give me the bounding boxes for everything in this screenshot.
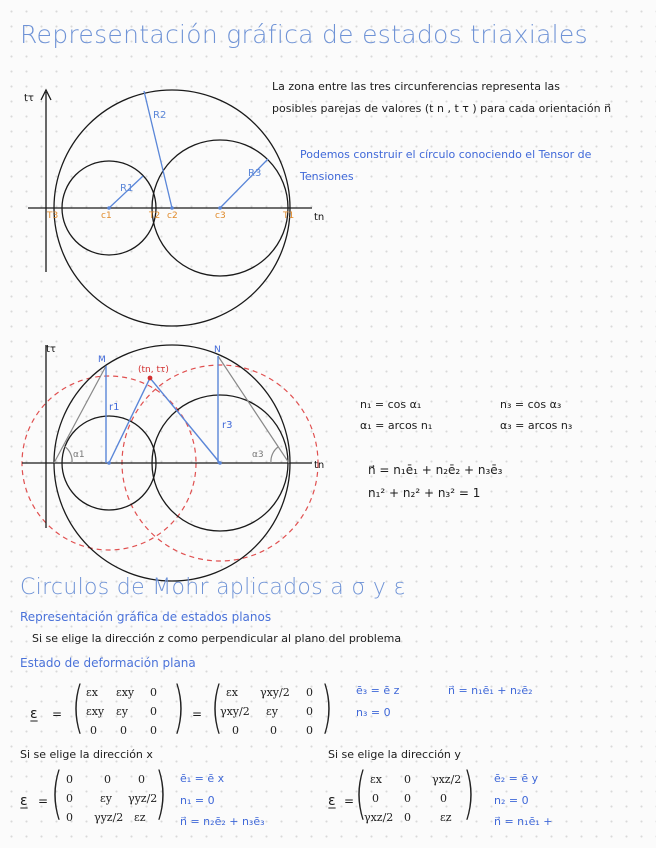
d1-label-r1: R1	[120, 183, 134, 194]
my-paren-right: )	[462, 761, 475, 826]
my-cell: 0	[404, 792, 411, 805]
m2-cell: 0	[306, 724, 313, 737]
d2-label-r3: r3	[222, 420, 233, 431]
mx-cell: 0	[66, 792, 73, 805]
eq-a1: α₁ = arcos n₁	[360, 419, 433, 432]
m1-cell: εy	[116, 705, 128, 718]
my-cell: 0	[372, 792, 379, 805]
d2-angle-a3-arc	[271, 447, 278, 463]
m1-note-n3: n₃ = 0	[356, 706, 391, 719]
my-paren-left: (	[354, 761, 367, 826]
my-cell: εx	[370, 773, 382, 786]
section-title: Circulos de Mohr aplicados a σ y ε	[20, 575, 406, 600]
d2-radius-r3	[150, 378, 220, 463]
m1-note-nvec: n⃗ = n₁ē₁ + n₂ē₂	[448, 684, 533, 697]
m1-equals: =	[52, 707, 63, 721]
my-cell: 0	[404, 773, 411, 786]
d1-axis-x-label: tn	[314, 212, 325, 223]
mx-note-n1: n₁ = 0	[180, 794, 215, 807]
plane-subtitle: Representación gráfica de estados planos	[20, 610, 272, 624]
d1-point-c1: c1	[101, 211, 112, 221]
intro-text-line-1: La zona entre las tres circunferencias representa las	[272, 80, 561, 93]
m1-symbol: ε̲	[30, 706, 38, 722]
my-cell: γxz/2	[364, 811, 394, 824]
page-title: Representación gráfica de estados triaxiales	[20, 20, 588, 49]
eq-norm: n₁² + n₂² + n₃² = 1	[368, 486, 481, 500]
mx-paren-right: )	[154, 761, 167, 826]
m2-cell: 0	[306, 705, 313, 718]
plane-text: Si se elige la dirección z como perpendicular al plano del problema	[32, 632, 402, 645]
m2-paren-left: (	[210, 675, 223, 740]
m1-cell: εx	[86, 686, 98, 699]
d2-axis-y-label: tτ	[46, 344, 56, 355]
blue-note-line-1: Podemos construir el círculo conociendo el Tensor de	[300, 148, 592, 161]
my-equals: =	[344, 794, 355, 808]
d1-point-s1: T1	[283, 211, 295, 221]
m2-equals: =	[192, 707, 203, 721]
m2-cell: εy	[266, 705, 278, 718]
d2-axis-x-label: tn	[314, 460, 325, 471]
d1-radius-r2	[144, 91, 172, 208]
mx-cell: γyz/2	[94, 811, 124, 824]
m2-cell: εx	[226, 686, 238, 699]
deform-title: Estado de deformación plana	[20, 656, 196, 670]
my-symbol: ε̲	[328, 793, 336, 809]
m1-paren-left: (	[71, 675, 84, 740]
d2-label-r1: r1	[109, 402, 120, 413]
m1-note-e3: ē₃ = ē z	[356, 684, 400, 697]
m1-paren-right: )	[172, 675, 185, 740]
d2-point-n: N	[214, 345, 221, 355]
m1-cell: 0	[150, 705, 157, 718]
choose-y-text: Si se elige la dirección y	[328, 748, 461, 761]
d2-radius-r1	[109, 378, 150, 463]
my-cell: 0	[440, 792, 447, 805]
my-note-nvec: n⃗ = n₁ē₁ +	[494, 815, 553, 828]
d1-point-s3: T3	[47, 211, 59, 221]
blue-note-line-2: Tensiones	[300, 170, 354, 183]
d2-chord-right	[218, 356, 289, 463]
mx-paren-left: (	[50, 761, 63, 826]
mx-cell: 0	[66, 811, 73, 824]
d1-label-r3: R3	[248, 168, 262, 179]
m2-cell: γxy/2	[260, 686, 290, 699]
d1-point-s2: T2	[149, 211, 161, 221]
mx-note-e1: ē₁ = ē x	[180, 772, 225, 785]
my-cell: εz	[440, 811, 452, 824]
mx-equals: =	[38, 794, 49, 808]
m1-cell: 0	[120, 724, 127, 737]
m1-cell: εxy	[86, 705, 105, 718]
my-cell: 0	[404, 811, 411, 824]
my-note-e2: ē₂ = ē y	[494, 772, 539, 785]
choose-x-text: Si se elige la dirección x	[20, 748, 153, 761]
d1-point-c2: c2	[167, 211, 178, 221]
m1-cell: 0	[150, 724, 157, 737]
mx-cell: 0	[138, 773, 145, 786]
mx-cell: γyz/2	[128, 792, 158, 805]
intro-text-line-2: posibles parejas de valores (t n , t τ ) para cada orientación n⃗	[272, 102, 612, 115]
d2-angle-a1: α1	[73, 450, 85, 460]
d1-point-c3: c3	[215, 211, 226, 221]
d1-radius-r3	[220, 159, 268, 208]
eq-nvec: n⃗ = n₁ē₁ + n₂ē₂ + n₃ē₃	[368, 463, 503, 477]
m1-cell: εxy	[116, 686, 135, 699]
m2-cell: 0	[270, 724, 277, 737]
d2-point-m: M	[98, 355, 106, 365]
m2-cell: 0	[306, 686, 313, 699]
d1-label-r2: R2	[153, 110, 167, 121]
m2-paren-right: )	[320, 675, 333, 740]
eq-n3: n₃ = cos α₃	[500, 398, 562, 411]
mx-cell: 0	[66, 773, 73, 786]
mx-cell: 0	[104, 773, 111, 786]
d2-point-p-dot	[148, 376, 153, 381]
eq-a3: α₃ = arcos n₃	[500, 419, 573, 432]
m2-cell: 0	[232, 724, 239, 737]
eq-n1: n₁ = cos α₁	[360, 398, 422, 411]
m1-cell: 0	[150, 686, 157, 699]
d1-axis-y-label: tτ	[24, 93, 34, 104]
m2-cell: γxy/2	[220, 705, 250, 718]
mx-note-nvec: n⃗ = n₂ē₂ + n₃ē₃	[180, 815, 265, 828]
mx-cell: εz	[134, 811, 146, 824]
d2-angle-a1-arc	[64, 446, 72, 463]
mx-cell: εy	[100, 792, 112, 805]
my-cell: γxz/2	[432, 773, 462, 786]
d2-angle-a3: α3	[252, 450, 264, 460]
m1-cell: 0	[90, 724, 97, 737]
my-note-n2: n₂ = 0	[494, 794, 529, 807]
d2-point-p: (tn, tτ)	[138, 365, 169, 375]
mx-symbol: ε̲	[20, 793, 28, 809]
